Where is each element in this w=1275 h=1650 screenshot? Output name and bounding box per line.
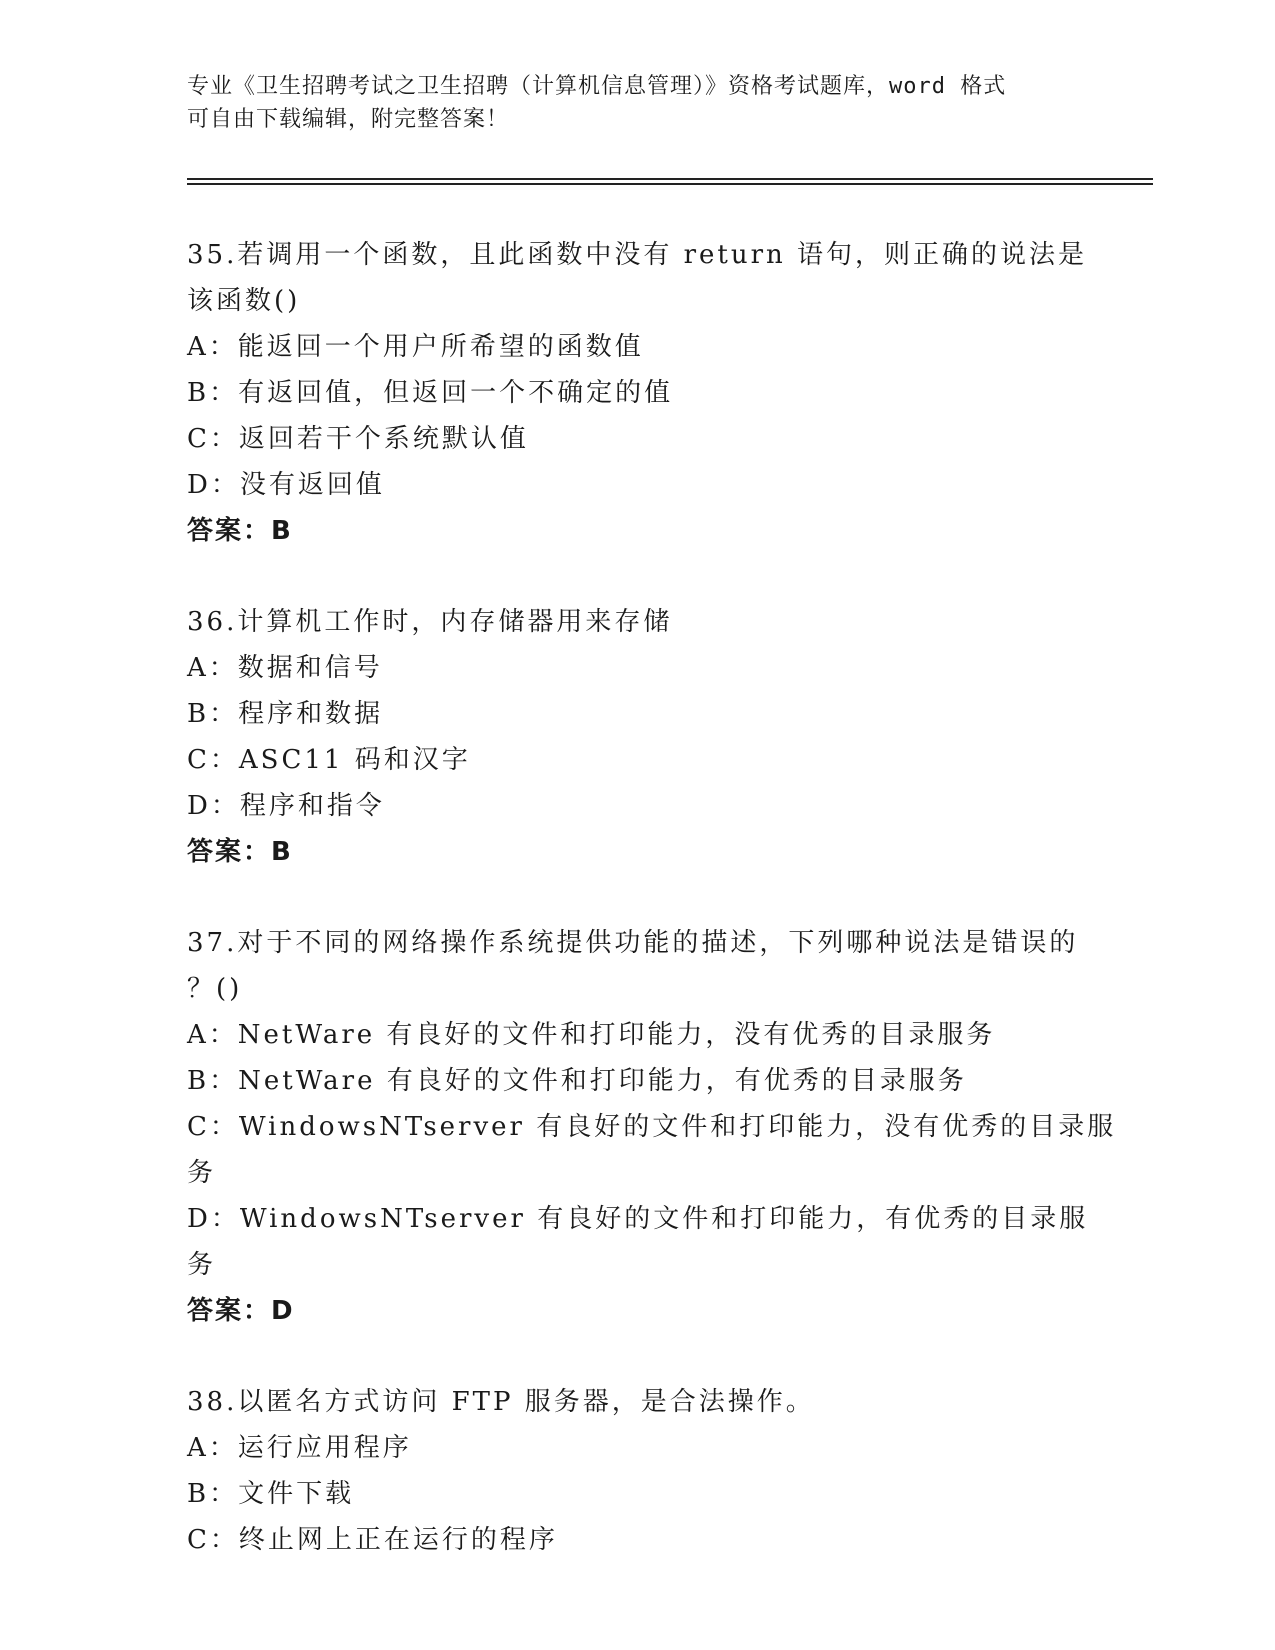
answer: 答案：B	[187, 837, 293, 867]
question-36	[187, 599, 1117, 875]
option-a: A：能返回一个用户所希望的函数值	[187, 332, 644, 362]
question-text: 36.计算机工作时，内存储器用来存储	[187, 607, 673, 637]
question-list	[187, 232, 1117, 1608]
header-line-1: 专业《卫生招聘考试之卫生招聘（计算机信息管理）》资格考试题库，word 格式	[187, 74, 1007, 99]
option-b: B：NetWare 有良好的文件和打印能力，有优秀的目录服务	[187, 1066, 967, 1096]
option-a: A：NetWare 有良好的文件和打印能力，没有优秀的目录服务	[187, 1020, 996, 1050]
question-35	[187, 232, 1117, 554]
option-c: C：ASC11 码和汉字	[187, 745, 471, 775]
option-c: C：WindowsNTserver 有良好的文件和打印能力，没有优秀的目录服务	[187, 1112, 1117, 1188]
option-a: A：运行应用程序	[187, 1433, 412, 1463]
question-37	[187, 920, 1117, 1334]
option-a: A：数据和信号	[187, 653, 383, 683]
option-b: B：文件下载	[187, 1479, 355, 1509]
question-text-continued: 该函数()	[187, 286, 301, 316]
option-d: D：程序和指令	[187, 791, 385, 821]
answer: 答案：B	[187, 516, 293, 546]
option-b: B：程序和数据	[187, 699, 384, 729]
option-d: D：WindowsNTserver 有良好的文件和打印能力，有优秀的目录服务	[187, 1204, 1089, 1280]
document-header	[187, 70, 1087, 136]
header-divider-bottom	[187, 183, 1153, 185]
question-text-continued: ？()	[187, 974, 243, 1004]
option-b: B：有返回值，但返回一个不确定的值	[187, 378, 674, 408]
option-c: C：返回若干个系统默认值	[187, 424, 529, 454]
question-38	[187, 1379, 1117, 1563]
question-text: 37.对于不同的网络操作系统提供功能的描述，下列哪种说法是错误的	[187, 928, 1079, 958]
answer: 答案：D	[187, 1296, 295, 1326]
header-line-2: 可自由下载编辑，附完整答案！	[187, 107, 510, 132]
question-text: 35.若调用一个函数，且此函数中没有 return 语句，则正确的说法是	[187, 240, 1088, 270]
header-divider-top	[187, 178, 1153, 180]
option-d: D：没有返回值	[187, 470, 385, 500]
question-text: 38.以匿名方式访问 FTP 服务器，是合法操作。	[187, 1387, 815, 1417]
option-c: C：终止网上正在运行的程序	[187, 1525, 558, 1555]
